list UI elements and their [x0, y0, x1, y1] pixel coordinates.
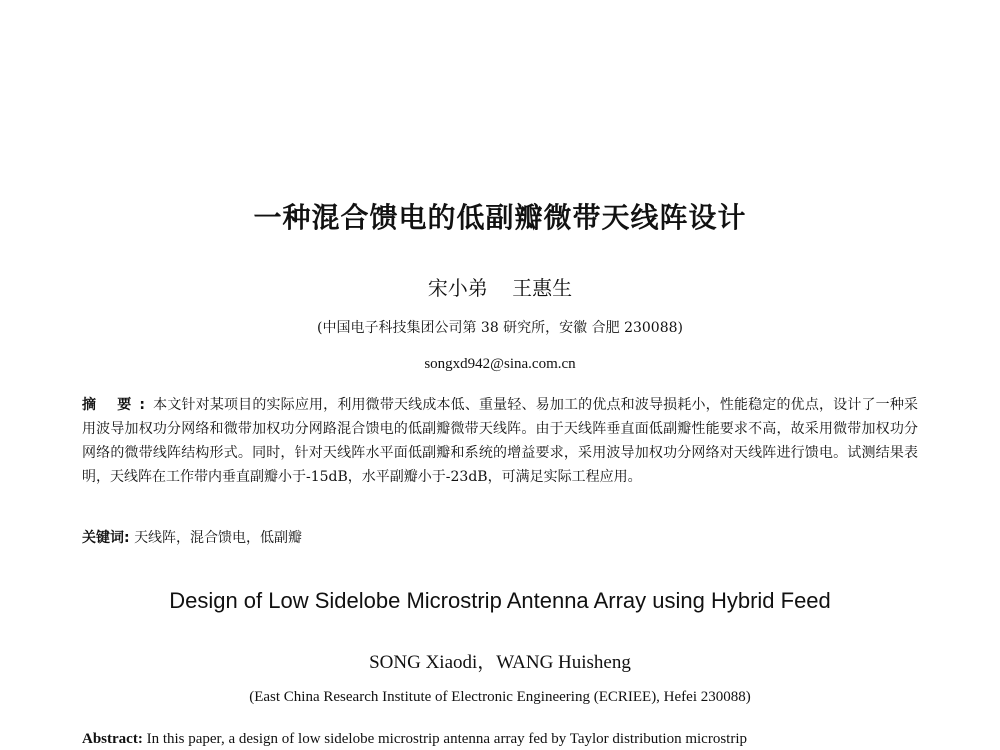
chinese-abstract-label: 摘 要:	[82, 397, 153, 413]
english-authors: SONG Xiaodi，WANG Huisheng	[369, 652, 631, 673]
chinese-affiliation: (中国电子科技集团公司第 38 研究所，安徽 合肥 230088)	[317, 320, 683, 336]
chinese-keywords-text: 天线阵，混合馈电，低副瓣	[134, 530, 303, 546]
author-email[interactable]: songxd942@sina.com.cn	[424, 356, 576, 372]
english-abstract	[82, 728, 918, 750]
english-abstract-text: In this paper, a design of low sidelobe microstrip antenna array fed by Taylor distribution microstrip	[146, 731, 748, 747]
chinese-authors: 宋小弟 王惠生	[427, 276, 573, 300]
chinese-keywords	[82, 527, 302, 547]
chinese-abstract	[82, 393, 918, 489]
chinese-title: 一种混合馈电的低副瓣微带天线阵设计	[253, 201, 747, 234]
english-affiliation: (East China Research Institute of Electronic Engineering (ECRIEE), Hefei 230088)	[249, 689, 751, 705]
english-title: Design of Low Sidelobe Microstrip Antenna Array using Hybrid Feed	[169, 588, 831, 613]
english-abstract-label: Abstract:	[82, 731, 143, 747]
chinese-abstract-text: 本文针对某项目的实际应用，利用微带天线成本低、重量轻、易加工的优点和波导损耗小，性能稳定的优点，设计了一种采用波导加权功分网络和微带加权功分网路混合馈电的低副瓣微带天线阵。由于天线阵垂直面低副瓣性能要求不高，故采用微带加权功分网络的微带线阵结构形式。同时，针对天线阵水平面低副瓣和系统的增益要求，采用波导加权功分网络对天线阵进行馈电。试测结果表明，天线阵在工作带内垂直副瓣小于-15dB，水平副瓣小于-23dB，可满足实际工程应用。	[82, 397, 918, 485]
chinese-keywords-label: 关键词:	[82, 530, 130, 546]
